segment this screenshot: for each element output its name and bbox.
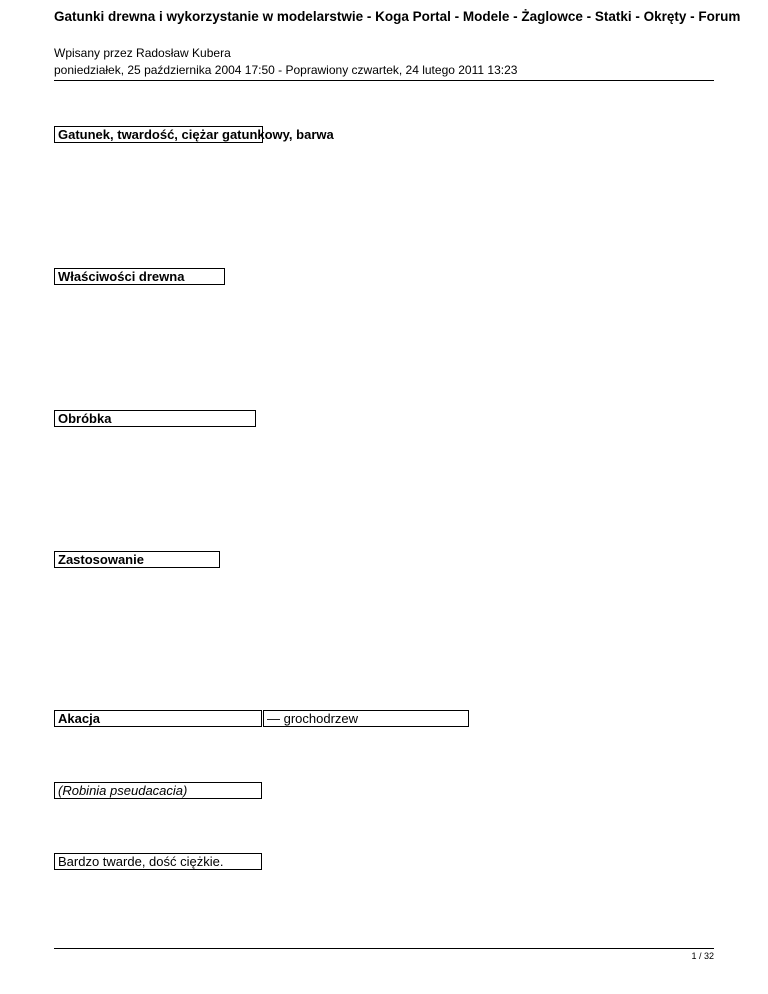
heading-wood-properties: Właściwości drewna	[54, 268, 225, 285]
footer-divider	[54, 948, 714, 949]
heading-properties-overview: Gatunek, twardość, ciężar gatunkowy, barwa	[54, 126, 263, 143]
species-name: Akacja	[54, 710, 262, 727]
document-title: Gatunki drewna i wykorzystanie w modelarstwie - Koga Portal - Modele - Żaglowce - Statki - Okręty - Forum	[54, 9, 741, 24]
date-line: poniedziałek, 25 października 2004 17:50 - Poprawiony czwartek, 24 lutego 2011 13:23	[54, 63, 518, 77]
author-line: Wpisany przez Radosław Kubera	[54, 46, 231, 60]
species-alt-name: — grochodrzew	[263, 710, 469, 727]
species-latin-name: (Robinia pseudacacia)	[54, 782, 262, 799]
header-divider	[54, 80, 714, 81]
heading-usage: Zastosowanie	[54, 551, 220, 568]
page-number: 1 / 32	[691, 951, 714, 961]
heading-processing: Obróbka	[54, 410, 256, 427]
species-description: Bardzo twarde, dość ciężkie.	[54, 853, 262, 870]
